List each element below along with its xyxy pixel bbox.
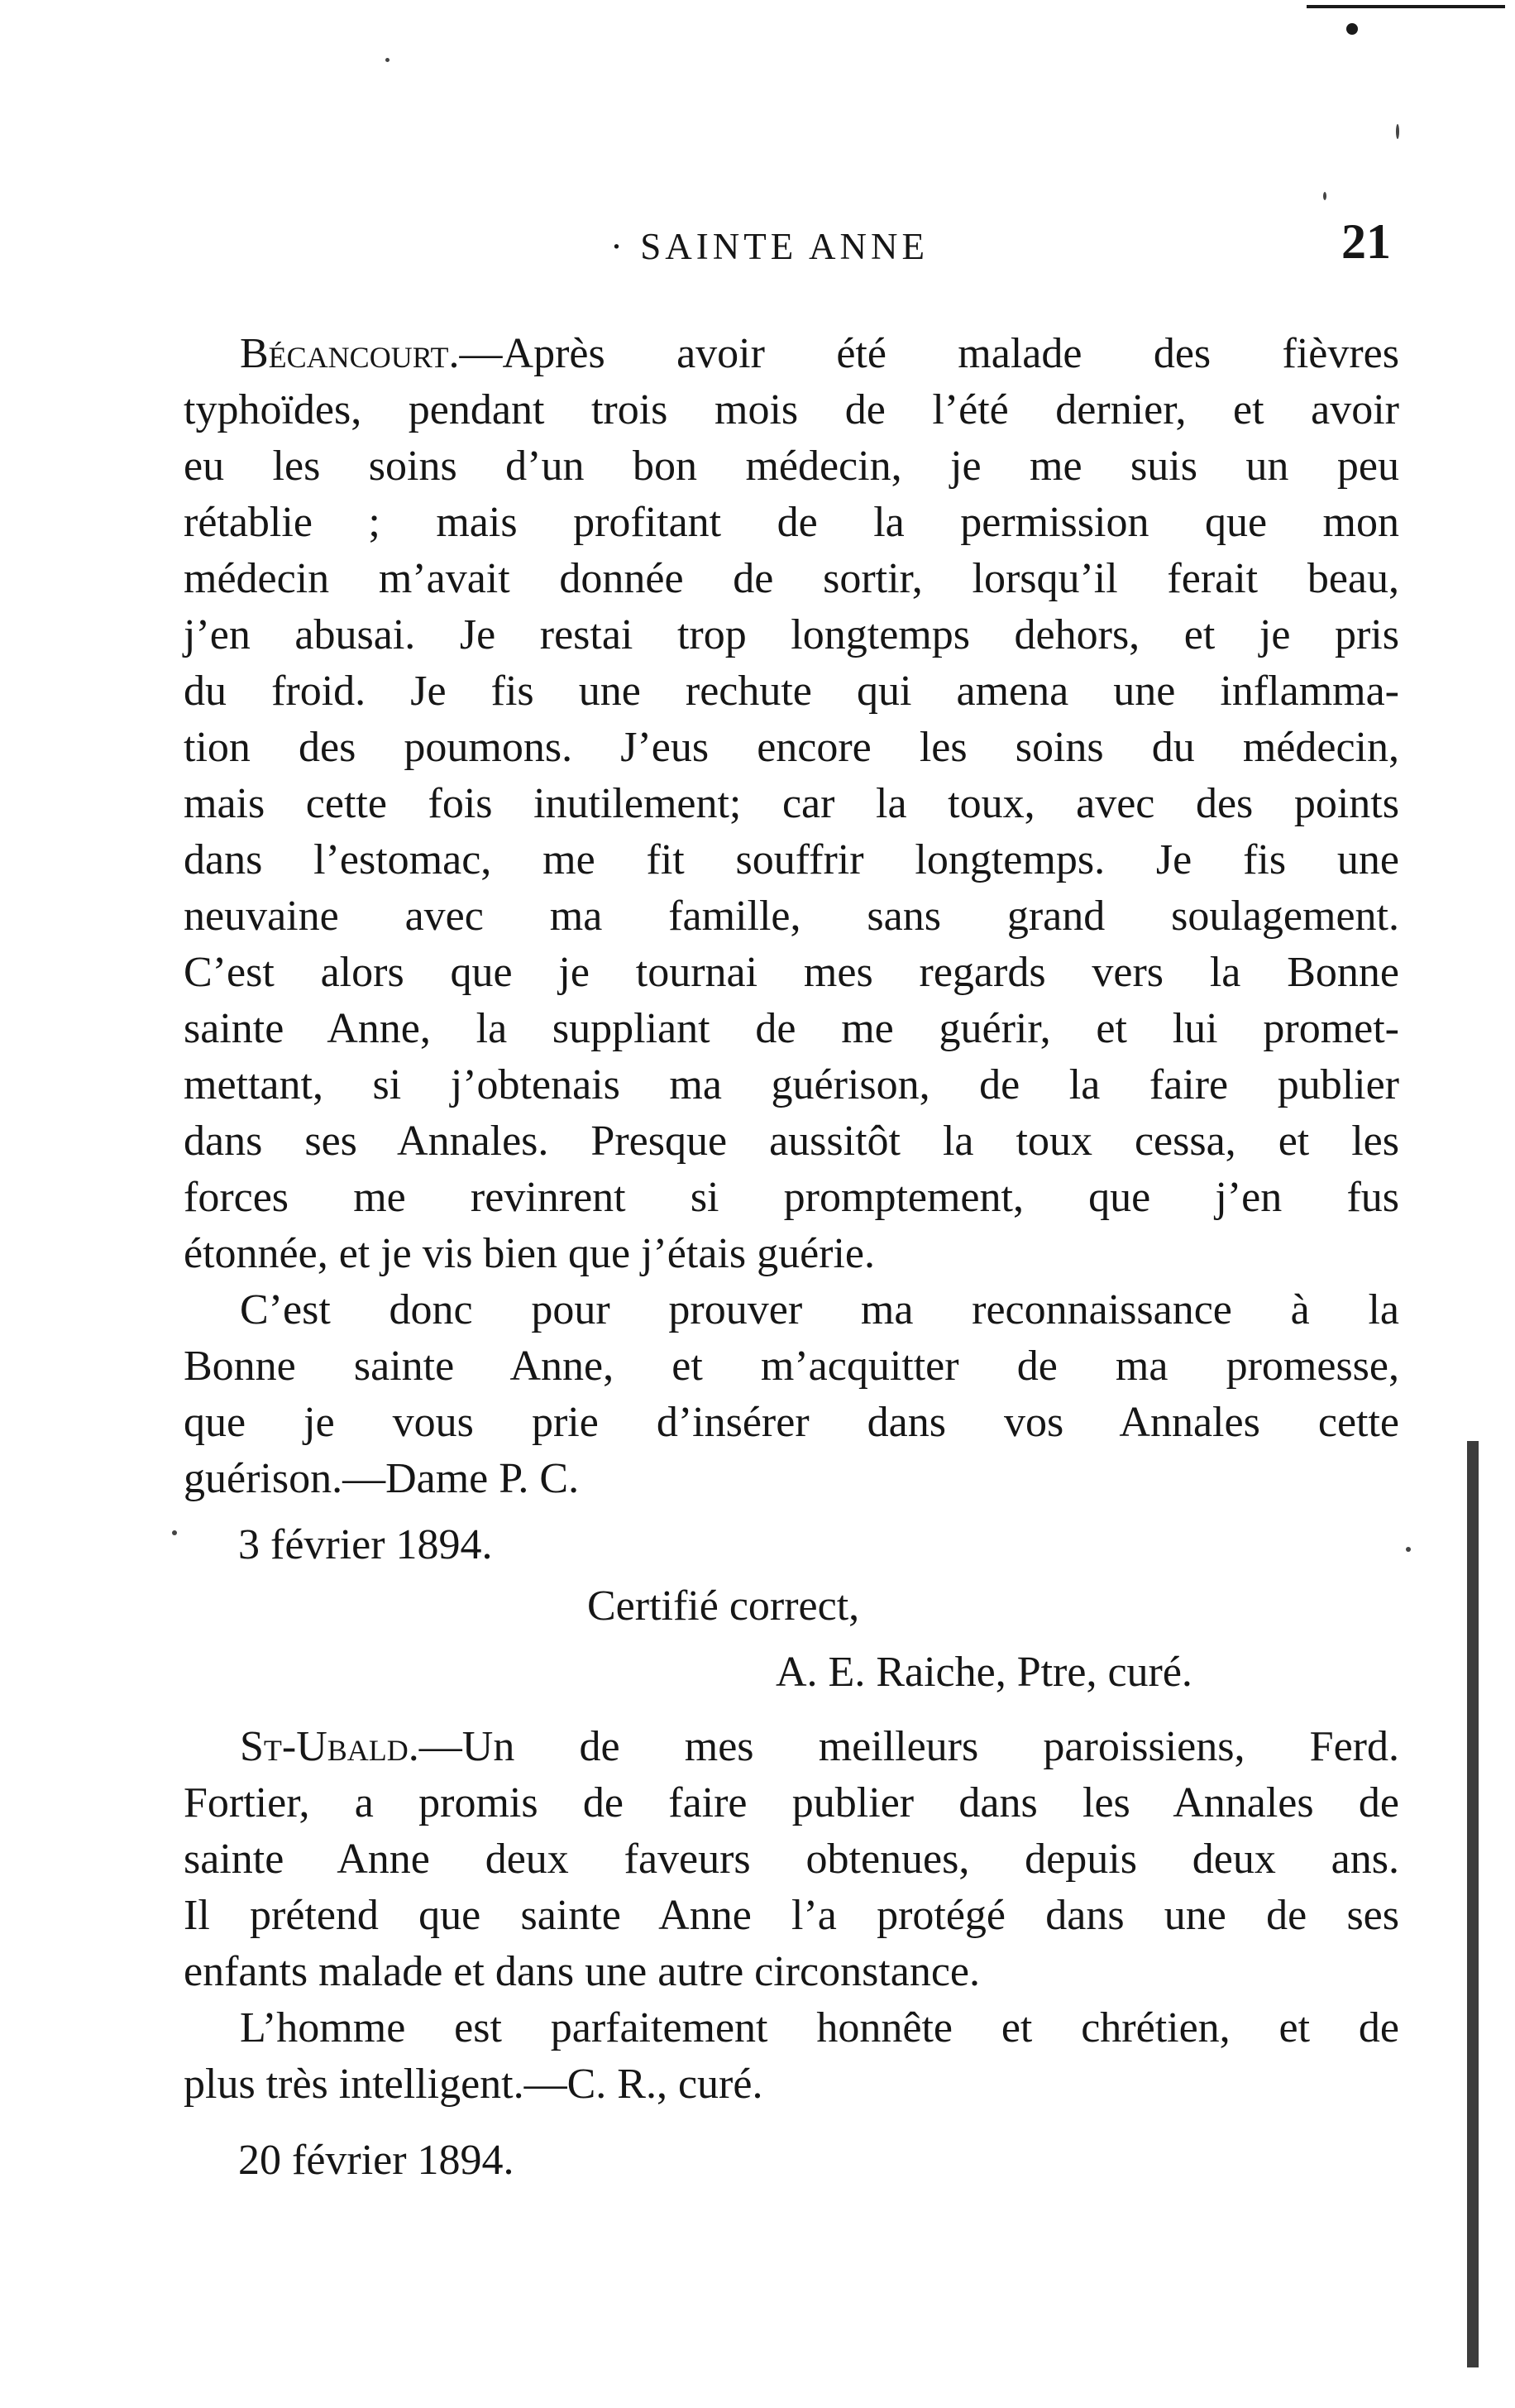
section1-line: eu les soins d’un bon médecin, je me suis un peu [184,443,1399,490]
scan-speck [172,1530,177,1535]
scan-speck [1396,124,1399,139]
section2-first-line-text: —Un de mes meilleurs paroissiens, Ferd. [418,1723,1399,1770]
section1-line: sainte Anne, la suppliant de me guérir, et lui promet- [184,1005,1399,1052]
section1-line: mettant, si j’obtenais ma guérison, de la faire publier [184,1061,1399,1108]
scan-speck [1406,1547,1411,1552]
section1-first-line-text: —Après avoir été malade des fièvres [459,330,1399,377]
section1-para2-line: que je vous prie d’insérer dans vos Annales cette [184,1399,1399,1446]
page-number: 21 [1341,214,1391,269]
section1-line: typhoïdes, pendant trois mois de l’été dernier, et avoir [184,386,1399,433]
scan-speck [1323,192,1326,200]
section2-date: 20 février 1894. [238,2137,514,2184]
section1-line: neuvaine avec ma famille, sans grand soulagement. [184,893,1399,940]
section1-place-name: Bécancourt. [240,330,460,377]
running-header-title: · SAINTE ANNE [610,226,929,267]
top-right-scan-speck [1346,23,1358,35]
section2-line: enfants malade et dans une autre circonstance. [184,1948,980,1995]
section2-para2-line: L’homme est parfaitement honnête et chrétien, et de [240,2004,1399,2051]
section2-first-line [240,1722,1399,1775]
section1-line: rétablie ; mais profitant de la permission que mon [184,499,1399,546]
section1-line: dans l’estomac, me fit souffrir longtemps. Je fis une [184,836,1399,883]
section1-signature-text: A. E. Raiche, Ptre, curé. [776,1649,1192,1696]
scan-speck [385,58,390,62]
top-right-scan-mark [1307,5,1505,8]
section1-line: dans ses Annales. Presque aussitôt la toux cessa, et les [184,1118,1399,1165]
section2-line: Il prétend que sainte Anne l’a protégé dans une de ses [184,1892,1399,1939]
section1-line: du froid. Je fis une rechute qui amena une inflamma- [184,668,1399,715]
section2-para2-line: plus très intelligent.—C. R., curé. [184,2061,763,2108]
section1-signature [776,1648,1192,1697]
section2-line: sainte Anne deux faveurs obtenues, depuis deux ans. [184,1836,1399,1883]
section1-line: forces me revinrent si promptement, que j’en fus [184,1174,1399,1221]
section2-place-name: St-Ubald. [240,1723,419,1770]
section1-line: mais cette fois inutilement; car la toux, avec des points [184,780,1399,827]
section1-para2-line: Bonne sainte Anne, et m’acquitter de ma promesse, [184,1343,1399,1390]
section1-first-line [240,329,1399,382]
section1-line: étonnée, et je vis bien que j’étais guérie. [184,1230,876,1277]
running-header [0,213,1515,280]
section1-line: tion des poumons. J’eus encore les soins du médecin, [184,724,1399,771]
section1-para2-line: C’est donc pour prouver ma reconnaissance à la [240,1286,1399,1333]
section1-certified: Certifié correct, [587,1582,860,1630]
section1-line: C’est alors que je tournai mes regards vers la Bonne [184,949,1399,996]
section1-para2-line: guérison.—Dame P. C. [184,1455,580,1502]
section1-line: j’en abusai. Je restai trop longtemps dehors, et je pris [184,611,1399,658]
section2-line: Fortier, a promis de faire publier dans les Annales de [184,1779,1399,1826]
section1-date: 3 février 1894. [238,1521,493,1568]
right-margin-scan-bar [1467,1441,1479,2367]
section1-line: médecin m’avait donnée de sortir, lorsqu’il ferait beau, [184,555,1399,602]
